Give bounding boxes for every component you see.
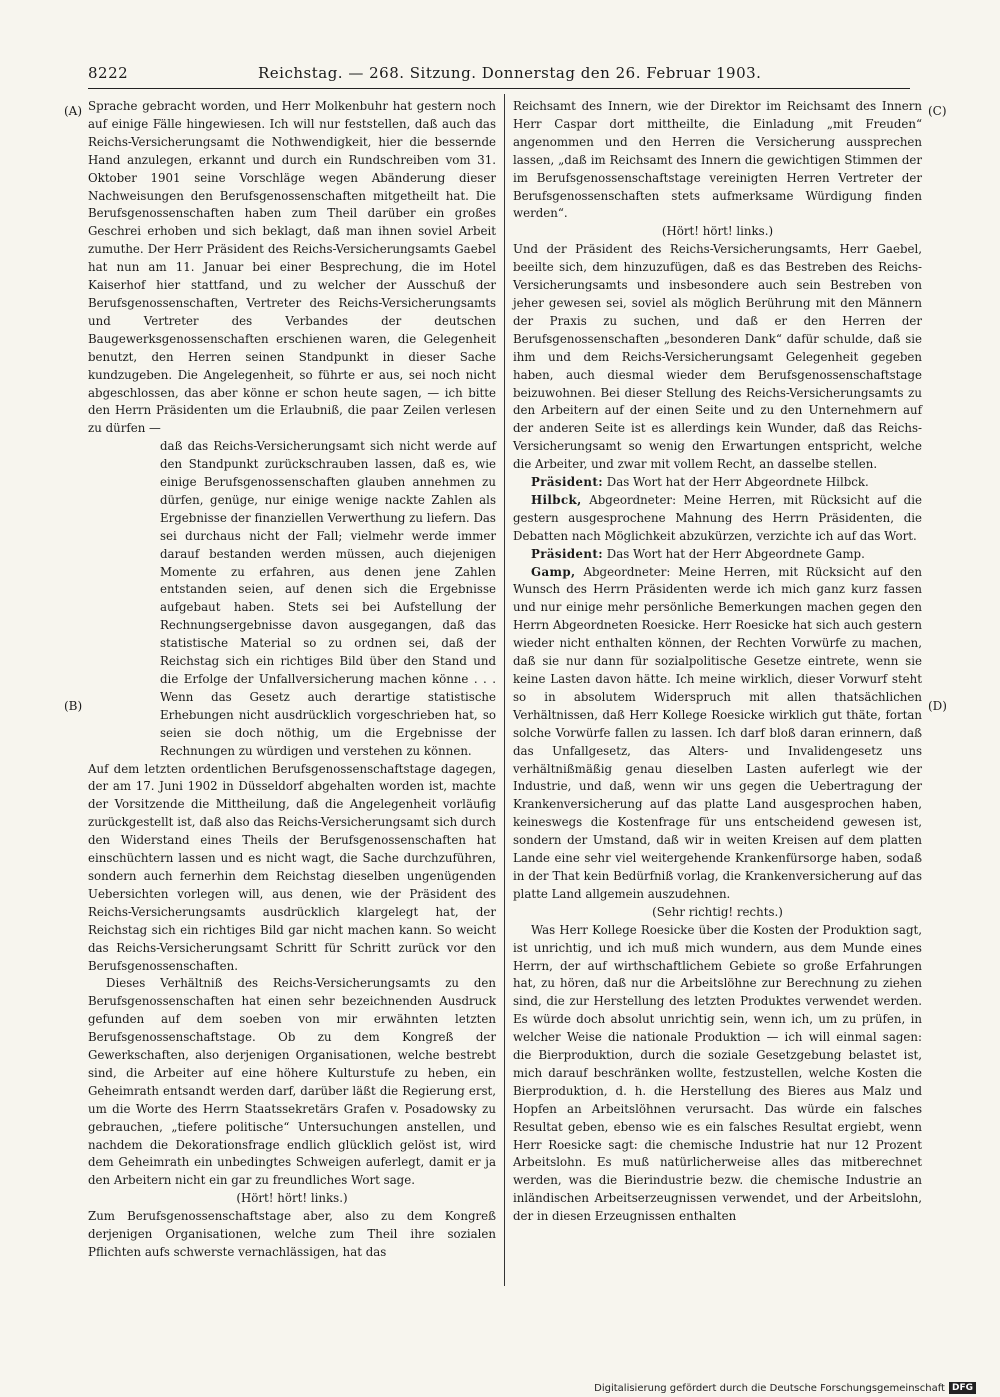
paragraph: Sprache gebracht worden, und Herr Molkenbuhr hat gestern noch auf einige Fälle hingewiesen. Ich will nur feststellen, daß auch das Reichs-Versicherungsamt die Nothwendigkeit, hier die bessernde Hand anzulegen, erkannt und durch ein Rundschreiben vom 31. Oktober 1901 seine Vorschläge wegen Abänderung dieser Nachweisungen den Berufsgenossenschaften mitgetheilt hat. Die Berufsgenossenschaften haben zum Theil darüber ein großes Geschrei erhoben und sich beklagt, daß man ihnen soviel Arbeit zumuthe. Der Herr Präsident des Reichs-Versicherungsamts Gaebel hat nun am 11. Januar bei einer Besprechung, die im Hotel Kaiserhof hier stattfand, und zu welcher der Ausschuß der Berufsgenossenschaften, Vertreter des Reichs-Versicherungsamts und Vertreter des Verbandes der deutschen Baugewerksgenossenschaften erschienen waren, die Gelegenheit benutzt, den Herren seinen Standpunkt in dieser Sache kundzugeben. Die Angelegenheit, so führte er aus, sei noch nicht abgeschlossen, das aber könne er schon heute sagen, — ich bitte den Herrn Präsidenten um die Erlaubniß, die paar Zeilen verlesen zu dürfen — [88,99,496,436]
header-rule [88,88,910,89]
speaker-name: Hilbck, [531,492,582,507]
page-number: 8222 [88,64,129,82]
paragraph: Was Herr Kollege Roesicke über die Kosten der Produktion sagt, ist unrichtig, und ich muß mich wundern, aus dem Munde eines Herrn, der auf wirthschaftlichem Gebiete so große Erfahrungen hat, zu hören, daß nur die Arbeitslöhne zur Berechnung zu ziehen sind, die zur Herstellung des letzten Produktes verwendet werden. Es würde doch absolut unrichtig sein, wenn ich, um zu prüfen, in welcher Weise die nationale Produktion — ich will einmal sagen: die Bierproduktion, durch die soziale Gesetzgebung belastet ist, mich darauf beschränken wollte, festzustellen, welche Kosten die Bierproduktion, d. h. die Herstellung des Bieres aus Malz und Hopfen an Arbeitslöhnen verursacht. Das würde ein falsches Resultat geben, ebenso wie es ein falsches Resultat ergiebt, wenn Herr Roesicke sagt: die chemische Industrie hat nur 12 Prozent Arbeitslohn. Es muß natürlicherweise alles das mitberechnet werden, was die Bierindustrie bezw. die chemische Industrie an inländischen Arbeitserzeugnissen verwendet, und der Arbeitslohn, der in diesen Erzeugnissen enthalten [513,922,922,1224]
paragraph: Dieses Verhältniß des Reichs-Versicherungsamts zu den Berufsgenossenschaften hat einen sehr bezeichnenden Ausdruck gefunden auf dem soeben von mir erwähnten letzten Berufsgenossenschaftstage. Ob zu dem Kongreß der Gewerkschaften, also derjenigen Organisationen, welche bestrebt sind, die Arbeiter auf eine höhere Kulturstufe zu heben, ein Geheimrath entsandt werden darf, darüber läßt die Regierung erst, um die Worte des Herrn Staatssekretärs Grafen v. Posadowsky zu gebrauchen, „tiefere politische“ Untersuchungen anstellen, und nachdem die Dekorationsfrage endlich glücklich gelöst ist, wird dem Geheimrath ein unbedingtes Schweigen auferlegt, damit er ja den Arbeitern nicht ein gar zu freundliches Wort sage. [88,976,496,1188]
left-column [88,98,496,1262]
interjection: (Hört! hört! links.) [236,1191,348,1206]
margin-marker-d: (D) [928,699,947,713]
speech-text: Abgeordneter: Meine Herren, mit Rücksicht auf den Wunsch des Herrn Präsidenten werde ich mich ganz kurz fassen und nur einige mehr persönliche Bemerkungen machen gegen den Herrn Abgeordneten Roesicke. Herr Roesicke hat sich auch gestern wieder nicht enthalten können, der Rechten Vorwürfe zu machen, daß sie nur dann für sozialpolitische Gesetze eintrete, wenn sie keine Lasten davon hätte. Ich meine wirklich, dieser Vorwurf steht so in absolutem Widerspruch mit allen thatsächlichen Verhältnissen, daß Herr Kollege Roesicke wirklich gut thäte, fortan solche Vorwürfe fallen zu lassen. Ich darf bloß daran erinnern, daß das Unfallgesetz, das Alters- und Invalidengesetz uns verhältnißmäßig genau dieselben Lasten auferlegt wie der Industrie, und daß, wenn wir uns gegen die Uebertragung der Krankenversicherung auf das platte Land ausgesprochen haben, keineswegs die Kostenfrage für uns entscheidend gewesen ist, sondern der Umstand, daß wir in weiten Kreisen auf dem platten Lande eine sehr viel weitergehende Krankenfürsorge haben, sodaß in der That kein Bedürfniß vorlag, die Krankenversicherung auf das platte Land allgemein auszudehnen. [513,564,922,901]
speaker-name: Gamp, [531,564,576,579]
dfg-logo: DFG [949,1382,976,1394]
interjection: (Hört! hört! links.) [661,224,774,239]
speaker-paragraph [513,474,922,492]
paragraph: Und der Präsident des Reichs-Versicherungsamts, Herr Gaebel, beeilte sich, dem hinzuzufügen, daß es das Bestreben des Reichs-Versicherungsamts und insbesondere auch sein Bestreben von jeher gewesen sei, soviel als möglich Berührung mit den Männern der Praxis zu suchen, und daß er den Herren der Berufsgenossenschaften „besonderen Dank“ dafür schulde, daß sie ihm und dem Reichs-Versicherungsamt Gelegenheit gegeben haben, auch diesmal wieder dem Berufsgenossenschaftstage beizuwohnen. Bei dieser Stellung des Reichs-Versicherungsamts zu den Arbeitern auf der einen Seite und zu den Unternehmern auf der anderen Seite ist es allerdings kein Wunder, daß das Reichs-Versicherungsamt so wenig den Erwartungen entspricht, welche die Arbeiter, und zwar mit vollem Recht, an dasselbe stellen. [513,242,922,472]
speaker-paragraph [513,564,922,904]
digitization-footer [594,1382,976,1394]
margin-marker-a: (A) [64,104,83,118]
right-column [513,98,922,1226]
speaker-name: Präsident: [531,475,603,490]
interjection: (Sehr richtig! rechts.) [652,904,783,919]
speaker-paragraph [513,546,922,564]
speech-text: Abgeordneter: Meine Herren, mit Rücksicht auf die gestern ausgesprochene Mahnung des Herrn Präsidenten, die Debatten nach Möglichkeit abzukürzen, verzichte ich auf das Wort. [513,492,922,543]
speaker-paragraph [513,492,922,546]
margin-marker-b: (B) [64,699,83,713]
paragraph: Auf dem letzten ordentlichen Berufsgenossenschaftstage dagegen, der am 17. Juni 1902 in Düsseldorf abgehalten worden ist, machte der Vorsitzende die Mittheilung, daß die Angelegenheit vorläufig zurückgestellt ist, daß also das Reichs-Versicherungsamt sich durch den Widerstand eines Theils der Berufsgenossenschaften hat einschüchtern lassen und es nicht wagt, die Sache durchzuführen, sondern auch fernerhin dem Reichstag dieselben ungenügenden Uebersichten vorlegen will, aus denen, wie der Präsident des Reichs-Versicherungsamts ausdrücklich klargelegt hat, der Reichstag sich ein richtiges Bild gar nicht machen kann. So weicht das Reichs-Versicherungsamt Schritt für Schritt zurück vor den Berufsgenossenschaften. [88,761,496,973]
footer-credit: Digitalisierung gefördert durch die Deutsche Forschungsgemeinschaft [594,1382,945,1394]
paragraph: Zum Berufsgenossenschaftstage aber, also zu dem Kongreß derjenigen Organisationen, welche zum Theil ihre sozialen Pflichten aufs schwerste vernachlässigen, hat das [88,1209,496,1259]
margin-marker-c: (C) [928,104,947,118]
column-divider [504,94,505,1286]
speech-text: Das Wort hat der Herr Abgeordnete Gamp. [603,546,865,561]
paragraph: Reichsamt des Innern, wie der Direktor im Reichsamt des Innern Herr Caspar dort mittheilte, die Einladung „mit Freuden“ angenommen und den Herren die Versicherung aussprechen lassen, „daß im Reichsamt des Innern die gewichtigen Stimmen der im Berufsgenossenschaftstage vereinigten Herren Vertreter der Berufsgenossenschaften stets aufmerksame Würdigung finden werden“. [513,99,922,221]
running-title: Reichstag. — 268. Sitzung. Donnerstag den 26. Februar 1903. [258,64,762,82]
speaker-name: Präsident: [531,546,603,561]
speech-text: Das Wort hat der Herr Abgeordnete Hilbck. [603,475,869,490]
quotation: daß das Reichs-Versicherungsamt sich nicht werde auf den Standpunkt zurückschrauben lassen, daß es, wie einige Berufsgenossenschaften glauben annehmen zu dürfen, genüge, nur einige wenige nackte Zahlen als Ergebnisse der finanziellen Verwerthung zu liefern. Das sei durchaus nicht der Fall; vielmehr werde immer darauf bestanden werden müssen, auch diejenigen Momente zu erfahren, aus denen jene Zahlen entstanden seien, auf denen sich die Ergebnisse aufgebaut haben. Stets sei bei Aufstellung der Rechnungsergebnisse davon ausgegangen, daß das statistische Material so zu ordnen sei, daß der Reichstag sich ein richtiges Bild über den Stand und die Erfolge der Unfallversicherung machen könne . . . Wenn das Gesetz auch derartige statistische Erhebungen nicht ausdrücklich vorgeschrieben hat, so seien sie doch nöthig, um die Ergebnisse der Rechnungen zu würdigen und verstehen zu können. [160,439,496,758]
page-header [88,64,908,84]
